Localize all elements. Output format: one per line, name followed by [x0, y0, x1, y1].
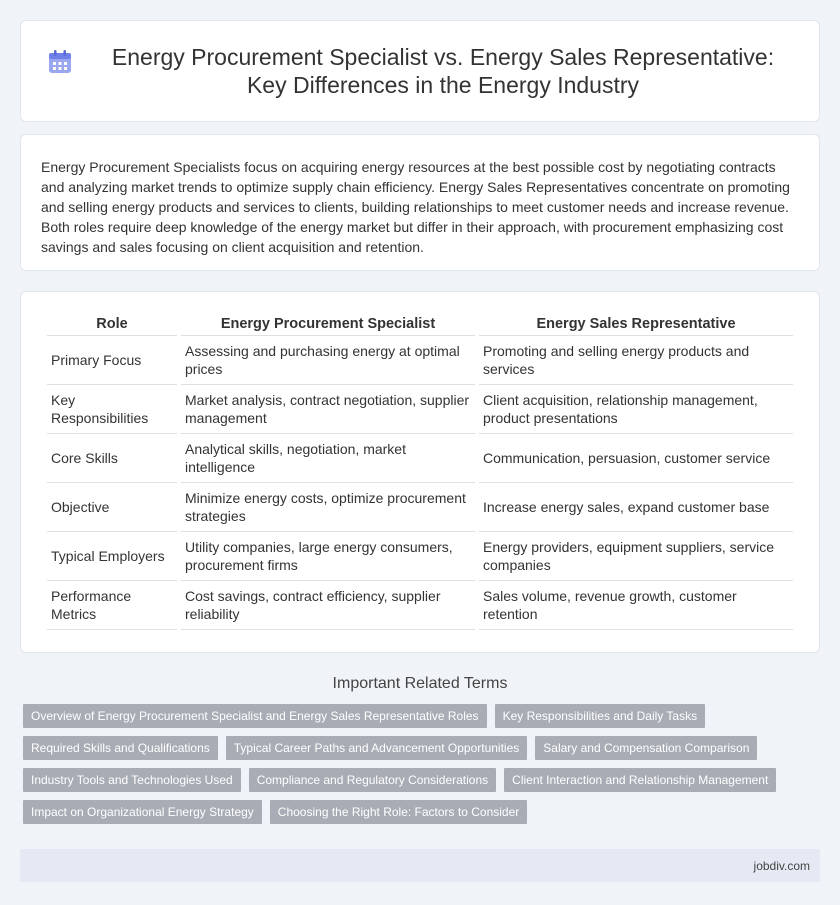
table-row: [47, 483, 793, 532]
title-row: [47, 43, 793, 99]
header-card: [20, 20, 820, 122]
comparison-table-card: [20, 291, 820, 653]
row-label: Primary Focus: [47, 336, 177, 385]
sales-cell: Sales volume, revenue growth, customer retention: [479, 581, 793, 630]
header-sales: Energy Sales Representative: [479, 312, 793, 336]
intro-card: [20, 134, 820, 271]
related-term-tag[interactable]: Client Interaction and Relationship Management: [504, 768, 776, 792]
page-title: Energy Procurement Specialist vs. Energy Sales Representative: Key Differences in the Energy Industry: [111, 44, 775, 98]
related-term-tag[interactable]: Industry Tools and Technologies Used: [23, 768, 241, 792]
related-term-tag[interactable]: Overview of Energy Procurement Specialist and Energy Sales Representative Roles: [23, 704, 487, 728]
sales-cell: Communication, persuasion, customer service: [479, 434, 793, 483]
related-term-tag[interactable]: Compliance and Regulatory Considerations: [249, 768, 496, 792]
related-term-tag[interactable]: Choosing the Right Role: Factors to Consider: [270, 800, 527, 824]
footer-site-link[interactable]: jobdiv.com: [753, 858, 810, 873]
procurement-cell: Cost savings, contract efficiency, supplier reliability: [181, 581, 475, 630]
row-label: Typical Employers: [47, 532, 177, 581]
related-term-tag[interactable]: Impact on Organizational Energy Strategy: [23, 800, 262, 824]
related-term-tag[interactable]: Typical Career Paths and Advancement Opportunities: [226, 736, 528, 760]
sales-cell: Increase energy sales, expand customer base: [479, 483, 793, 532]
comparison-table: [43, 312, 797, 630]
calendar-icon: [47, 49, 73, 75]
procurement-cell: Market analysis, contract negotiation, supplier management: [181, 385, 475, 434]
table-row: [47, 385, 793, 434]
footer: [20, 849, 820, 882]
procurement-cell: Utility companies, large energy consumers, procurement firms: [181, 532, 475, 581]
header-role: Role: [47, 312, 177, 336]
table-row: [47, 581, 793, 630]
related-terms-title: Important Related Terms: [332, 675, 508, 692]
procurement-cell: Analytical skills, negotiation, market intelligence: [181, 434, 475, 483]
header-procurement: Energy Procurement Specialist: [181, 312, 475, 336]
related-term-tag[interactable]: Salary and Compensation Comparison: [535, 736, 757, 760]
procurement-cell: Minimize energy costs, optimize procurement strategies: [181, 483, 475, 532]
sales-cell: Energy providers, equipment suppliers, service companies: [479, 532, 793, 581]
related-term-tag[interactable]: Key Responsibilities and Daily Tasks: [495, 704, 706, 728]
procurement-cell: Assessing and purchasing energy at optimal prices: [181, 336, 475, 385]
row-label: Key Responsibilities: [47, 385, 177, 434]
table-row: [47, 532, 793, 581]
intro-paragraph: Energy Procurement Specialists focus on acquiring energy resources at the best possible cost by negotiating contracts and analyzing market trends to optimize supply chain efficiency. Energy Sales Representatives concentrate on promoting and selling energy products and services to clients, building relationships to meet customer needs and increase revenue. Both roles require deep knowledge of the energy market but differ in their approach, with procurement emphasizing cost savings and sales focusing on client acquisition and retention.: [41, 159, 790, 255]
sales-cell: Client acquisition, relationship management, product presentations: [479, 385, 793, 434]
table-row: [47, 434, 793, 483]
row-label: Performance Metrics: [47, 581, 177, 630]
table-row: [47, 336, 793, 385]
row-label: Core Skills: [47, 434, 177, 483]
related-term-tag[interactable]: Required Skills and Qualifications: [23, 736, 218, 760]
table-header-row: [47, 312, 793, 336]
row-label: Objective: [47, 483, 177, 532]
sales-cell: Promoting and selling energy products and services: [479, 336, 793, 385]
related-terms-list: [20, 704, 820, 832]
